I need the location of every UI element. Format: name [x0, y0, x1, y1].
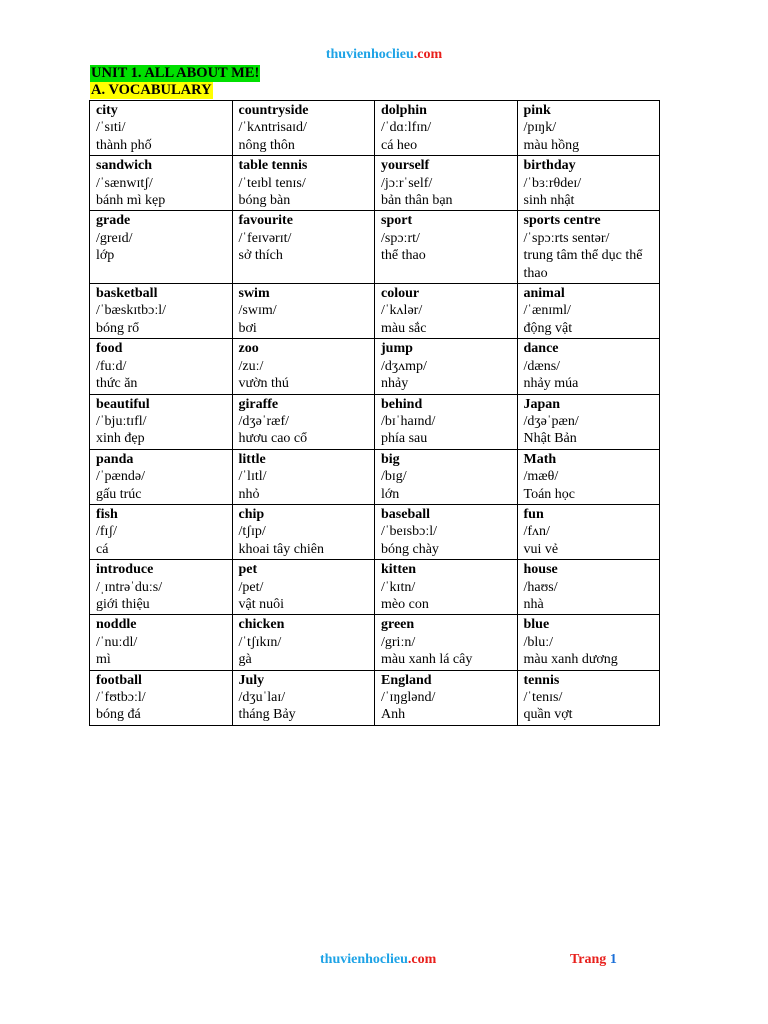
vocab-word: panda — [96, 451, 134, 467]
vocab-word: noddle — [96, 617, 137, 633]
table-row — [90, 504, 660, 559]
page-label: Trang — [570, 952, 607, 967]
vocab-word: basketball — [96, 286, 158, 302]
vocab-meaning: khoai tây chiên — [238, 541, 325, 557]
vocab-cell — [517, 449, 660, 504]
vocab-cell — [375, 101, 518, 156]
vocab-word: zoo — [238, 341, 259, 357]
vocab-word: little — [238, 451, 266, 467]
vocab-meaning: phía sau — [381, 431, 428, 447]
vocab-cell — [517, 504, 660, 559]
vocab-meaning: màu sắc — [381, 320, 427, 336]
vocab-meaning: vườn thú — [238, 376, 289, 392]
vocab-word: fish — [96, 506, 118, 522]
vocab-meaning: nông thôn — [238, 137, 295, 153]
vocab-ipa: /ˌɪntrəˈduːs/ — [96, 579, 163, 595]
vocab-ipa: /bluː/ — [523, 634, 554, 650]
vocab-ipa: /ˈnuːdl/ — [96, 634, 138, 650]
vocab-cell — [517, 560, 660, 615]
vocab-meaning: nhảy — [381, 376, 409, 392]
vocab-cell — [90, 156, 233, 211]
vocab-meaning: lớp — [96, 248, 115, 264]
vocab-ipa: /ˈænɪml/ — [523, 303, 571, 319]
vocab-meaning: nhà — [523, 596, 544, 612]
vocab-cell — [232, 615, 375, 670]
vocab-meaning: quần vợt — [523, 707, 573, 723]
vocab-word: England — [381, 672, 432, 688]
table-row — [90, 670, 660, 725]
vocab-word: sandwich — [96, 158, 153, 174]
vocab-ipa: /ˈkɪtn/ — [381, 579, 416, 595]
vocab-ipa: /ˈkʌntrisaɪd/ — [238, 120, 307, 136]
vocab-cell — [90, 101, 233, 156]
vocab-word: fun — [523, 506, 544, 522]
vocab-word: pet — [238, 562, 258, 578]
vocab-ipa: /ˈbæskɪtbɔːl/ — [96, 303, 166, 319]
vocab-meaning: màu xanh dương — [523, 652, 618, 668]
vocab-cell — [517, 284, 660, 339]
vocab-word: pink — [523, 103, 551, 118]
vocab-word: countryside — [238, 103, 309, 118]
vocab-meaning: Nhật Bản — [523, 431, 577, 447]
vocab-word: sports centre — [523, 213, 601, 229]
vocab-meaning: nhảy múa — [523, 376, 579, 392]
vocab-meaning: gấu trúc — [96, 486, 142, 502]
vocab-meaning: Toán học — [523, 486, 576, 502]
vocab-meaning: bóng đá — [96, 707, 141, 723]
vocab-ipa: /swɪm/ — [238, 303, 277, 319]
vocab-ipa: /dæns/ — [523, 358, 561, 374]
vocab-meaning: sinh nhật — [523, 193, 575, 209]
vocab-cell — [375, 504, 518, 559]
vocab-word: chip — [238, 506, 265, 522]
vocab-ipa: /ˈsɪti/ — [96, 120, 126, 136]
vocab-meaning: bơi — [238, 320, 257, 336]
brand-domain: .com — [413, 47, 443, 62]
table-row — [90, 394, 660, 449]
vocab-cell — [375, 284, 518, 339]
vocab-cell — [232, 101, 375, 156]
vocab-word: dolphin — [381, 103, 427, 118]
footer-brand-domain: .com — [407, 952, 437, 967]
vocab-cell — [232, 156, 375, 211]
vocab-cell — [375, 156, 518, 211]
vocab-word: Math — [523, 451, 557, 467]
vocab-cell — [517, 156, 660, 211]
vocab-ipa: /ˈbjuːtɪfl/ — [96, 413, 147, 429]
vocabulary-table — [89, 100, 660, 726]
vocab-cell — [90, 284, 233, 339]
vocab-ipa: /ˈfʊtbɔːl/ — [96, 690, 146, 705]
vocab-ipa: /ˈbeɪsbɔːl/ — [381, 524, 437, 540]
vocab-cell — [232, 449, 375, 504]
vocab-meaning: lớn — [381, 486, 400, 502]
site-footer — [320, 952, 436, 968]
vocab-word: beautiful — [96, 396, 150, 412]
table-row — [90, 284, 660, 339]
vocab-word: city — [96, 103, 118, 118]
vocab-ipa: /dʒʌmp/ — [381, 358, 427, 374]
vocab-word: colour — [381, 286, 420, 302]
vocab-ipa: /fuːd/ — [96, 358, 127, 374]
vocab-ipa: /ˈteɪbl tenɪs/ — [238, 175, 306, 191]
vocab-word: chicken — [238, 617, 285, 633]
vocab-word: animal — [523, 286, 565, 302]
vocab-meaning: vui vẻ — [523, 541, 559, 557]
table-row — [90, 156, 660, 211]
vocab-ipa: /zuː/ — [238, 358, 264, 374]
vocab-ipa: /tʃɪp/ — [238, 524, 266, 540]
vocab-word: big — [381, 451, 400, 467]
table-row — [90, 211, 660, 284]
vocab-word: food — [96, 341, 123, 357]
vocab-ipa: /dʒəˈpæn/ — [523, 413, 579, 429]
vocab-word: favourite — [238, 213, 293, 229]
vocab-ipa: /pɪŋk/ — [523, 120, 557, 136]
vocab-ipa: /bɪˈhaɪnd/ — [381, 413, 436, 429]
vocab-word: swim — [238, 286, 270, 302]
vocab-word: behind — [381, 396, 423, 412]
vocab-cell — [90, 504, 233, 559]
vocab-meaning: Anh — [381, 707, 406, 723]
vocab-word: football — [96, 672, 142, 688]
vocab-ipa: /spɔːrt/ — [381, 230, 420, 246]
vocab-ipa: /griːn/ — [381, 634, 416, 650]
vocab-ipa: /pet/ — [238, 579, 264, 595]
vocab-cell — [517, 394, 660, 449]
table-row — [90, 449, 660, 504]
vocab-meaning: gà — [238, 652, 252, 668]
vocab-word: tennis — [523, 672, 560, 688]
vocab-cell — [517, 339, 660, 394]
vocab-word: grade — [96, 213, 131, 229]
vocab-cell — [90, 394, 233, 449]
vocab-meaning: trung tâm thể dục thể thao — [523, 248, 643, 281]
vocab-word: July — [238, 672, 265, 688]
vocab-cell — [517, 615, 660, 670]
vocab-word: table tennis — [238, 158, 308, 174]
vocab-meaning: vật nuôi — [238, 596, 284, 612]
vocab-word: baseball — [381, 506, 431, 522]
vocab-word: giraffe — [238, 396, 279, 412]
vocab-ipa: /bɪg/ — [381, 469, 407, 485]
vocab-ipa: /ˈbɜːrθdeɪ/ — [523, 175, 582, 191]
vocab-word: blue — [523, 617, 550, 633]
vocab-cell — [375, 670, 518, 725]
table-row — [90, 560, 660, 615]
vocab-meaning: thể thao — [381, 248, 426, 264]
vocab-meaning: động vật — [523, 320, 573, 336]
vocab-cell — [232, 504, 375, 559]
vocab-ipa: /ˈpændə/ — [96, 469, 145, 485]
page-num: 1 — [609, 952, 617, 967]
vocab-cell — [375, 449, 518, 504]
vocab-meaning: cá — [96, 541, 109, 557]
vocab-cell — [90, 670, 233, 725]
vocab-word: kitten — [381, 562, 416, 578]
vocab-meaning: tháng Bảy — [238, 707, 296, 723]
vocab-ipa: /fʌn/ — [523, 524, 550, 540]
vocab-word: introduce — [96, 562, 154, 578]
unit-title: UNIT 1. ALL ABOUT ME! — [91, 65, 260, 81]
vocab-ipa: /fɪʃ/ — [96, 524, 117, 540]
vocab-cell — [232, 394, 375, 449]
vocab-ipa: /mæθ/ — [523, 469, 559, 485]
vocab-ipa: /ˈɪŋglənd/ — [381, 690, 436, 705]
vocab-ipa: /dʒuˈlaɪ/ — [238, 690, 286, 705]
vocab-ipa: /jɔːrˈself/ — [381, 175, 433, 191]
vocab-meaning: mèo con — [381, 596, 429, 612]
table-row — [90, 615, 660, 670]
vocab-ipa: /haʊs/ — [523, 579, 558, 595]
vocab-meaning: màu hồng — [523, 137, 580, 153]
vocab-cell — [232, 284, 375, 339]
vocab-cell — [90, 339, 233, 394]
footer-brand-name: thuvienhoclieu — [320, 952, 408, 967]
vocab-meaning: bánh mì kẹp — [96, 193, 166, 209]
vocab-cell — [375, 394, 518, 449]
vocab-word: Japan — [523, 396, 561, 412]
vocab-cell — [90, 211, 233, 284]
vocab-meaning: bản thân bạn — [381, 193, 453, 209]
vocab-cell — [517, 101, 660, 156]
vocab-cell — [517, 211, 660, 284]
vocab-cell — [375, 560, 518, 615]
vocab-word: birthday — [523, 158, 576, 174]
vocab-cell — [375, 339, 518, 394]
vocab-meaning: hươu cao cổ — [238, 431, 308, 447]
vocab-ipa: /ˈspɔːrts sentər/ — [523, 230, 610, 246]
table-row — [90, 101, 660, 156]
vocab-ipa: /ˈfeɪvərɪt/ — [238, 230, 292, 246]
vocab-cell — [232, 670, 375, 725]
section-title: A. VOCABULARY — [91, 82, 212, 98]
vocab-meaning: bóng rổ — [96, 320, 140, 336]
vocab-word: dance — [523, 341, 559, 357]
vocab-cell — [90, 449, 233, 504]
page-number — [570, 952, 617, 968]
vocab-ipa: /greɪd/ — [96, 230, 133, 246]
vocab-ipa: /ˈkʌlər/ — [381, 303, 423, 319]
table-row — [90, 339, 660, 394]
vocab-cell — [375, 211, 518, 284]
vocab-meaning: mì — [96, 652, 111, 668]
vocab-meaning: bóng bàn — [238, 193, 291, 209]
vocab-cell — [232, 560, 375, 615]
vocab-cell — [517, 670, 660, 725]
vocab-meaning: nhỏ — [238, 486, 260, 502]
site-header — [0, 47, 768, 63]
vocab-word: yourself — [381, 158, 430, 174]
vocab-meaning: bóng chày — [381, 541, 439, 557]
vocab-word: jump — [381, 341, 413, 357]
vocab-ipa: /ˈtʃɪkɪn/ — [238, 634, 282, 650]
vocab-cell — [232, 339, 375, 394]
vocab-ipa: /ˈdɑːlfɪn/ — [381, 120, 432, 136]
brand-name: thuvienhoclieu — [325, 47, 414, 62]
vocab-cell — [232, 211, 375, 284]
vocab-cell — [90, 560, 233, 615]
vocab-meaning: màu xanh lá cây — [381, 652, 473, 668]
vocab-ipa: /ˈsænwɪtʃ/ — [96, 175, 153, 191]
vocab-meaning: sở thích — [238, 248, 283, 264]
vocab-ipa: /dʒəˈræf/ — [238, 413, 290, 429]
vocab-meaning: cá heo — [381, 137, 418, 153]
vocab-meaning: thức ăn — [96, 376, 138, 392]
vocab-meaning: thành phố — [96, 137, 152, 153]
vocab-word: green — [381, 617, 415, 633]
vocab-meaning: xinh đẹp — [96, 431, 145, 447]
vocab-cell — [375, 615, 518, 670]
vocab-word: house — [523, 562, 558, 578]
vocab-meaning: giới thiệu — [96, 596, 150, 612]
vocab-ipa: /ˈlɪtl/ — [238, 469, 267, 485]
vocab-ipa: /ˈtenɪs/ — [523, 690, 563, 705]
vocab-cell — [90, 615, 233, 670]
vocab-word: sport — [381, 213, 413, 229]
